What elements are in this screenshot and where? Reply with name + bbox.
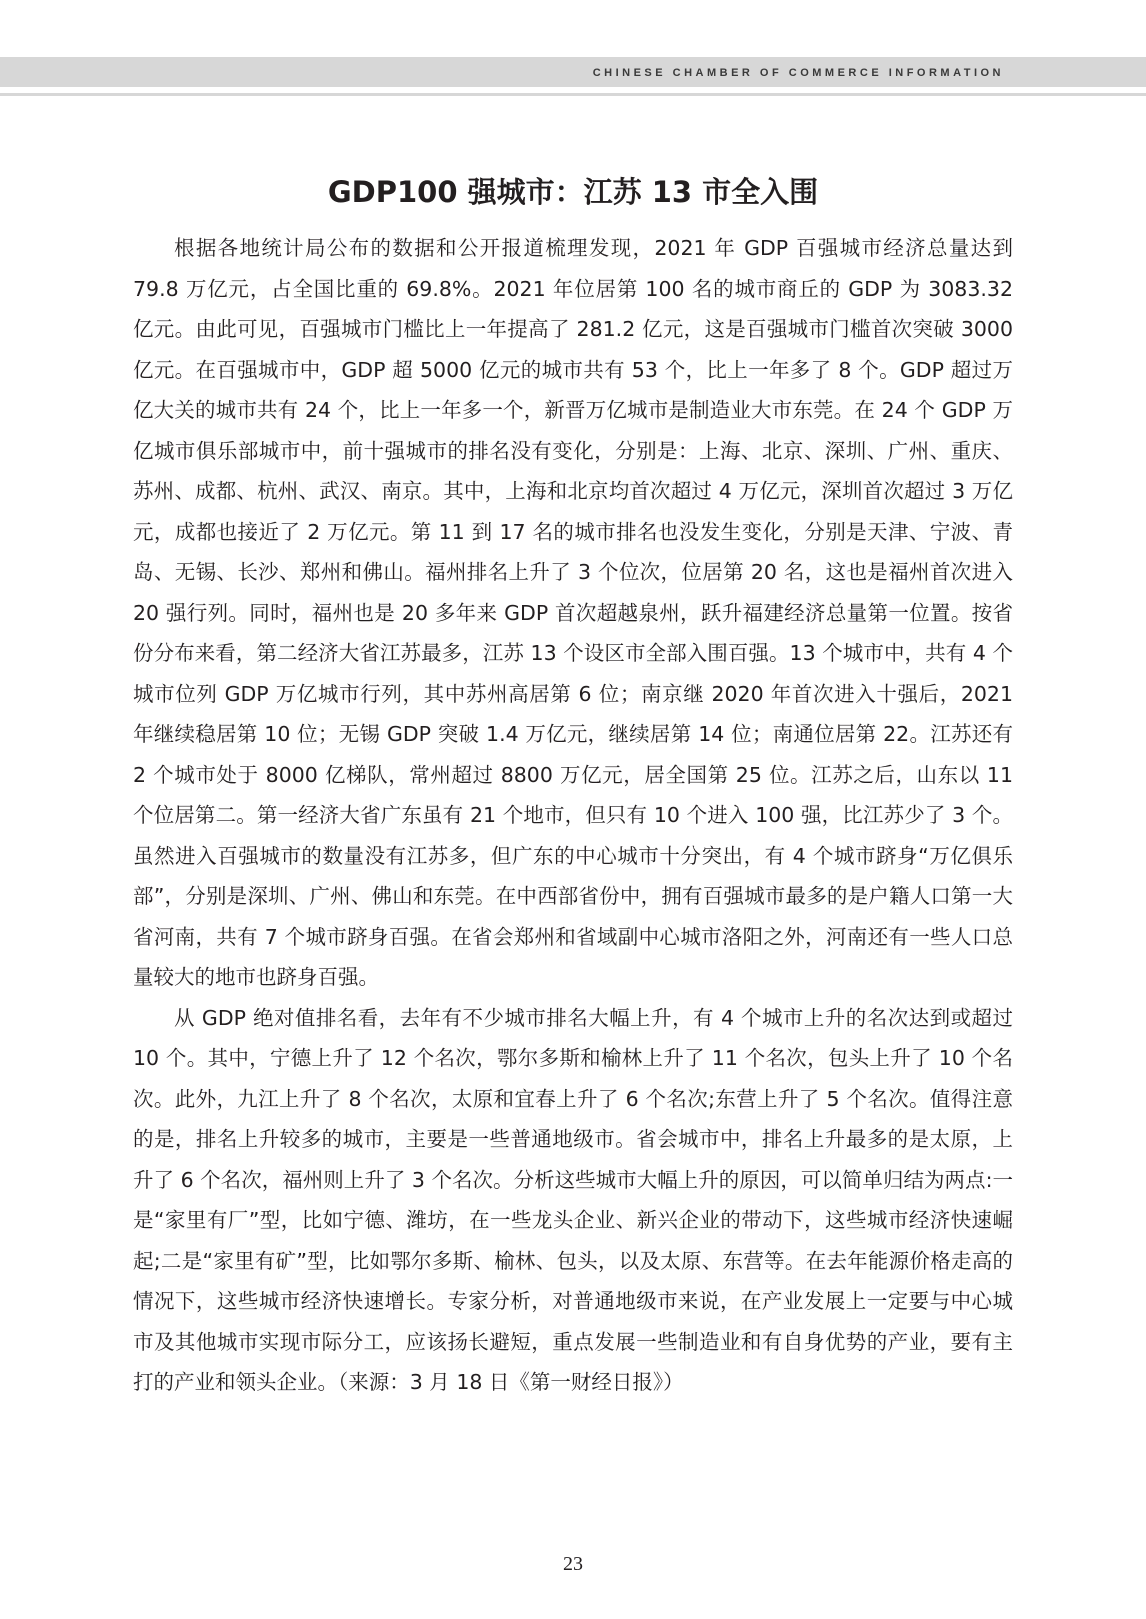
publication-name: CHINESE CHAMBER OF COMMERCE INFORMATION (592, 67, 1004, 79)
page-number: 23 (563, 1553, 583, 1575)
article-paragraph-1: 根据各地统计局公布的数据和公开报道梳理发现，2021 年 GDP 百强城市经济总量达到 79.8 万亿元，占全国比重的 69.8%。2021 年位居第 100 名的城市商丘的 GDP 为 3083.32 亿元。由此可见，百强城市门槛比上一年提高了 281.2 亿元，这是百强城市门槛首次突破 3000 亿元。在百强城市中，GDP 超 5000 亿元的城市共有 53 个，比上一年多了 8 个。GDP 超过万亿大关的城市共有 24 个，比上一年多一个，新晋万亿城市是制造业大市东莞。在 24 个 GDP 万亿城市俱乐部城市中，前十强城市的排名没有变化，分别是：上海、北京、深圳、广州、重庆、苏州、成都、杭州、武汉、南京。其中，上海和北京均首次超过 4 万亿元，深圳首次超过 3 万亿元，成都也接近了 2 万亿元。第 11 到 17 名的城市排名也没发生变化，分别是天津、宁波、青岛、无锡、长沙、郑州和佛山。福州排名上升了 3 个位次，位居第 20 名，这也是福州首次进入 20 强行列。同时，福州也是 20 多年来 GDP 首次超越泉州，跃升福建经济总量第一位置。按省份分布来看，第二经济大省江苏最多，江苏 13 个设区市全部入围百强。13 个城市中，共有 4 个城市位列 GDP 万亿城市行列，其中苏州高居第 6 位；南京继 2020 年首次进入十强后，2021 年继续稳居第 10 位；无锡 GDP 突破 1.4 万亿元，继续居第 14 位；南通位居第 22。江苏还有 2 个城市处于 8000 亿梯队，常州超过 8800 万亿元，居全国第 25 位。江苏之后，山东以 11 个位居第二。第一经济大省广东虽有 21 个地市，但只有 10 个进入 100 强，比江苏少了 3 个。虽然进入百强城市的数量没有江苏多，但广东的中心城市十分突出，有 4 个城市跻身“万亿俱乐部”，分别是深圳、广州、佛山和东莞。在中西部省份中，拥有百强城市最多的是户籍人口第一大省河南，共有 7 个城市跻身百强。在省会郑州和省域副中心城市洛阳之外，河南还有一些人口总量较大的地市也跻身百强。 (133, 236, 1013, 989)
article-paragraph-2: 从 GDP 绝对值排名看，去年有不少城市排名大幅上升，有 4 个城市上升的名次达到或超过 10 个。其中，宁德上升了 12 个名次，鄂尔多斯和榆林上升了 11 个名次，包头上升了 10 个名次。此外，九江上升了 8 个名次，太原和宜春上升了 6 个名次;东营上升了 5 个名次。值得注意的是，排名上升较多的城市，主要是一些普通地级市。省会城市中，排名上升最多的是太原，上升了 6 个名次，福州则上升了 3 个名次。分析这些城市大幅上升的原因，可以简单归结为两点:一是“家里有厂”型，比如宁德、潍坊，在一些龙头企业、新兴企业的带动下，这些城市经济快速崛起;二是“家里有矿”型，比如鄂尔多斯、榆林、包头，以及太原、东营等。在去年能源价格走高的情况下，这些城市经济快速增长。专家分析，对普通地级市来说，在产业发展上一定要与中心城市及其他城市实现市际分工，应该扬长避短，重点发展一些制造业和有自身优势的产业，要有主打的产业和领头企业。（来源：3 月 18 日《第一财经日报》） (133, 1005, 1013, 1394)
article-body (133, 228, 1013, 1403)
article-title: GDP100 强城市：江苏 13 市全入围 (327, 175, 819, 209)
header-rule (0, 93, 1146, 96)
